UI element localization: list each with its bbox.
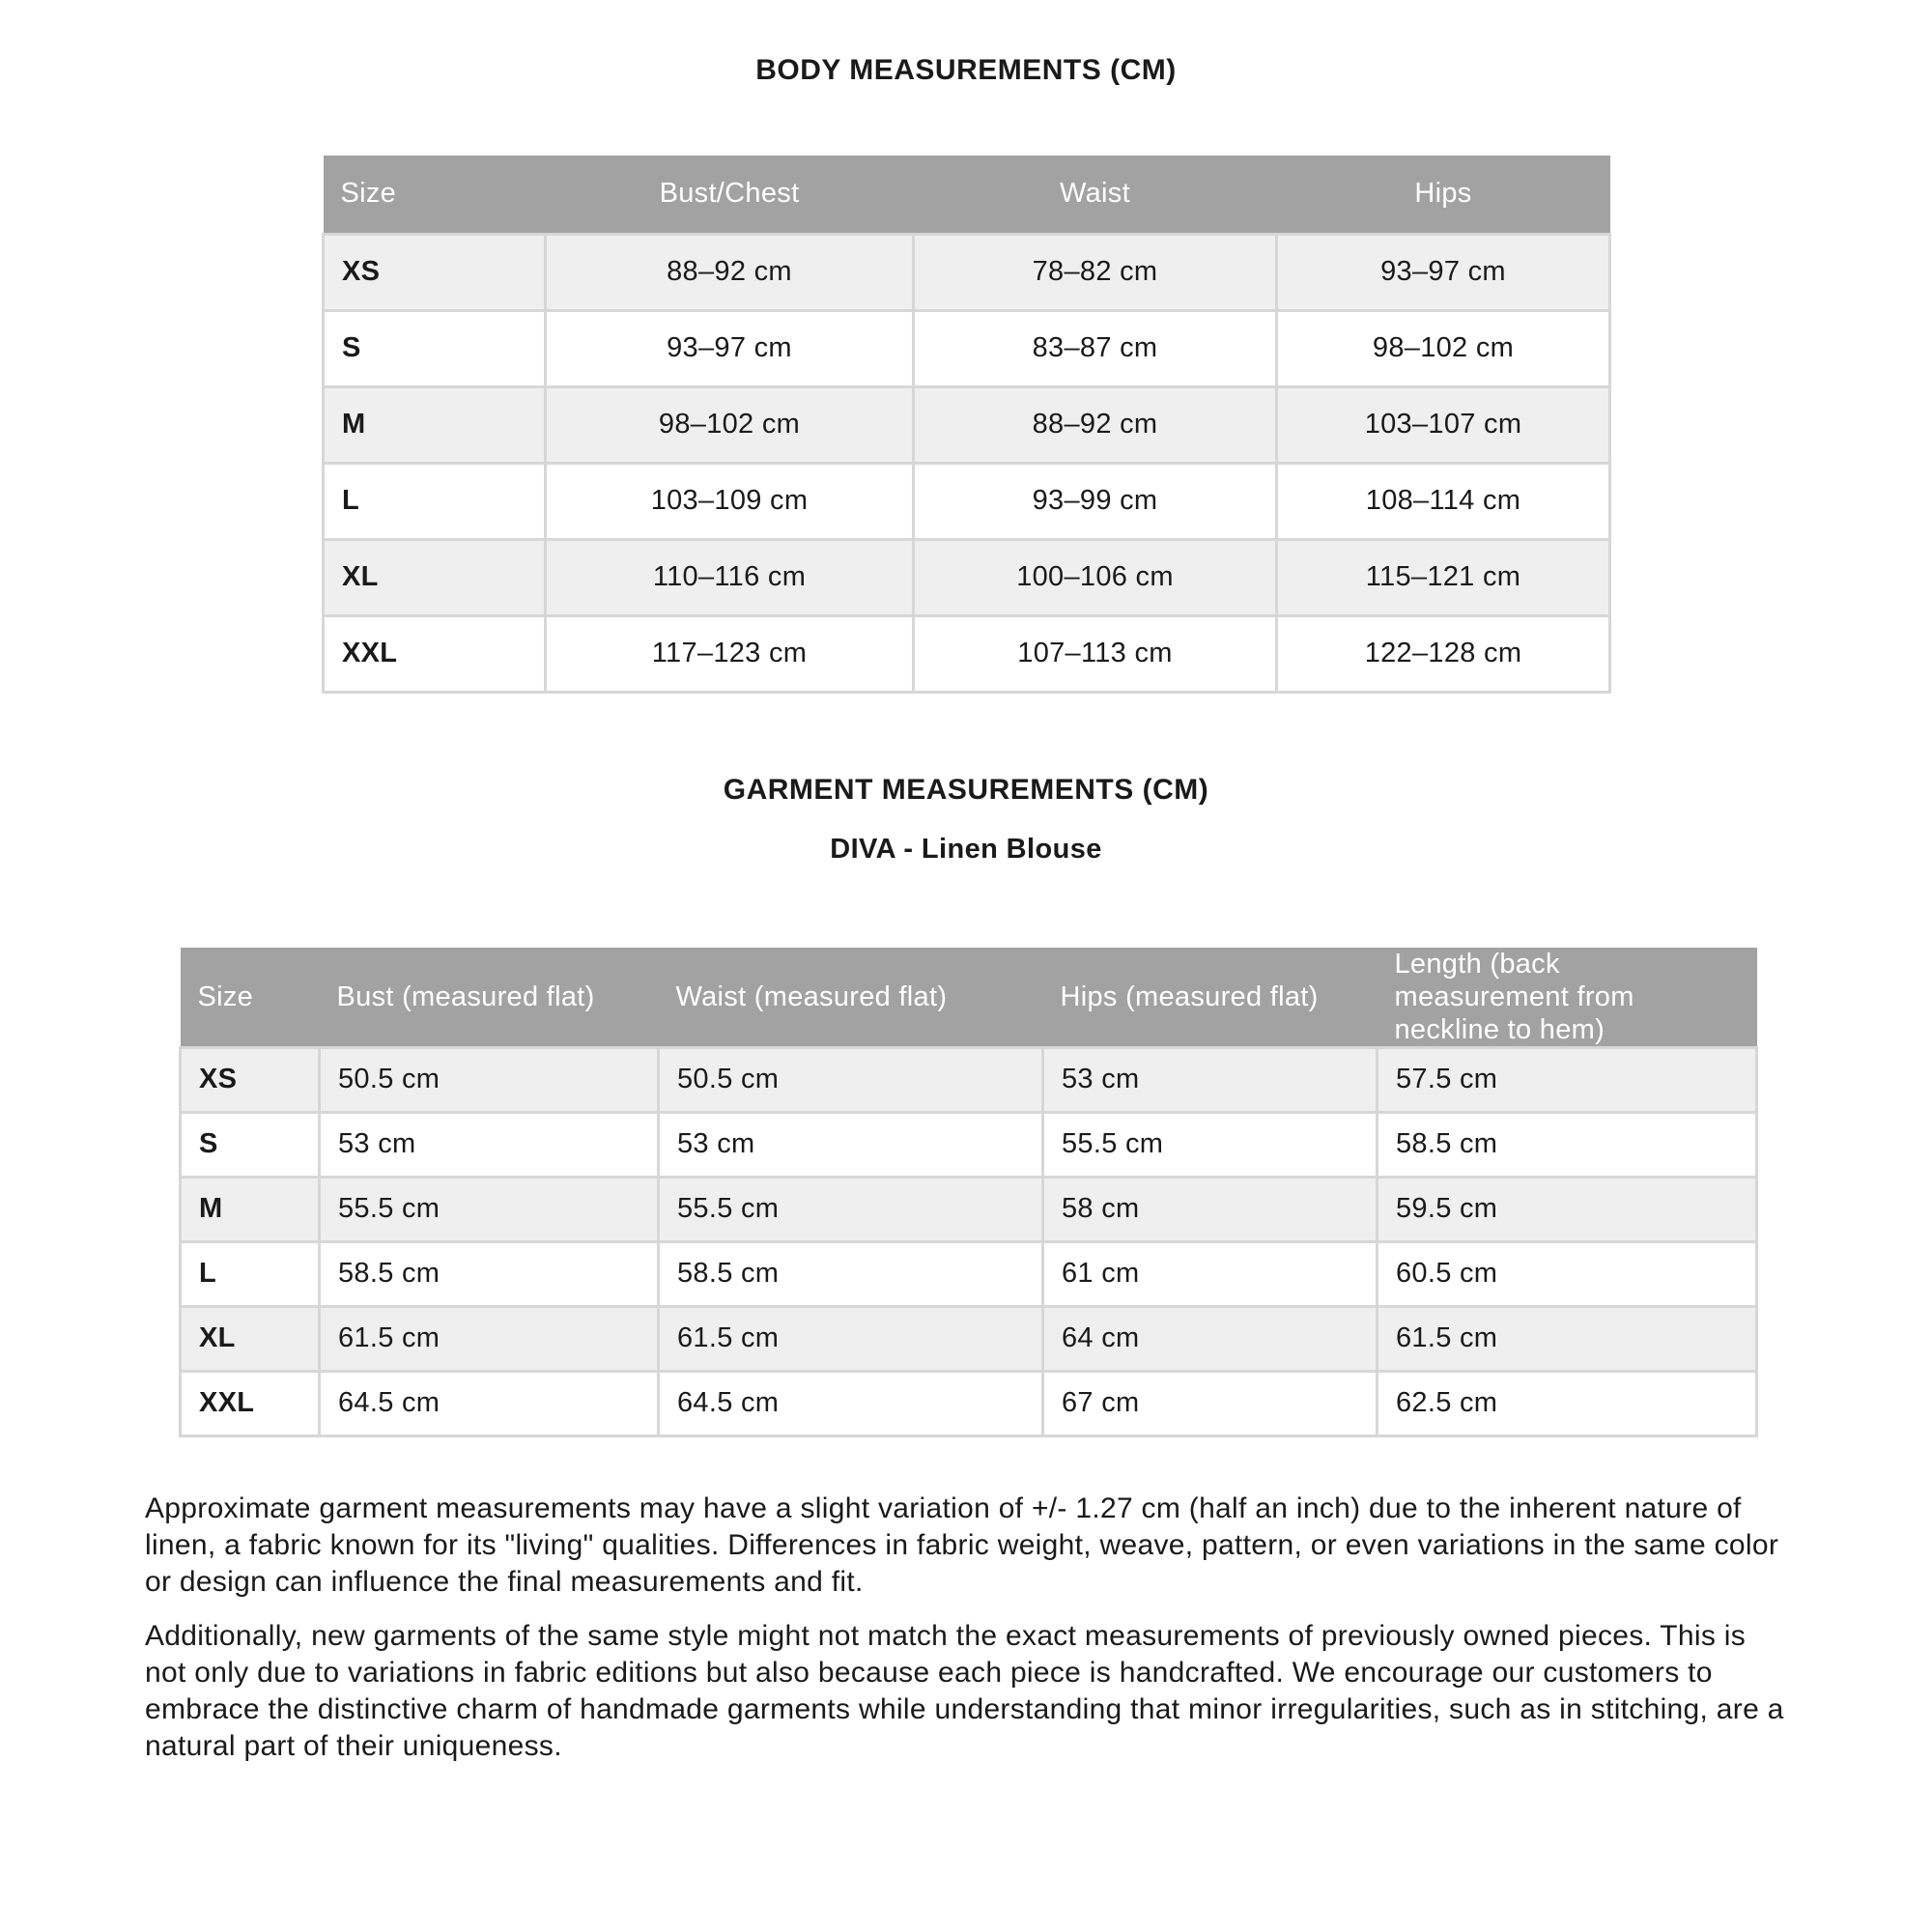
measurement-cell: 107–113 cm — [914, 615, 1277, 692]
size-cell: S — [181, 1112, 320, 1177]
measurement-cell: 100–106 cm — [914, 539, 1277, 615]
measurement-cell: 103–107 cm — [1277, 386, 1610, 463]
table-row — [181, 1177, 1757, 1241]
size-cell: M — [324, 386, 546, 463]
garment-measurements-table — [179, 948, 1758, 1437]
measurement-cell: 61.5 cm — [1378, 1306, 1757, 1371]
column-header: Hips — [1277, 156, 1610, 234]
measurement-cell: 98–102 cm — [546, 386, 914, 463]
measurement-cell: 59.5 cm — [1378, 1177, 1757, 1241]
measurement-cell: 64.5 cm — [320, 1371, 659, 1435]
measurement-cell: 93–97 cm — [546, 310, 914, 386]
note-paragraph-handcrafted: Additionally, new garments of the same style might not match the exact measurements of previously owned pieces. This is not only due to variations in fabric editions but also because each piece is handcrafted. We encourage our customers to embrace the distinctive charm of handmade garments while understanding that minor irregularities, such as in stitching, are a natural part of their uniqueness. — [145, 1619, 1784, 1762]
note-paragraph-variation: Approximate garment measurements may have a slight variation of +/- 1.27 cm (half an inch) due to the inherent nature of linen, a fabric known for its "living" qualities. Differences in fabric weight, weave, pattern, or even variations in the same color or design can influence the final measurements and fit. — [145, 1492, 1779, 1598]
measurement-cell: 110–116 cm — [546, 539, 914, 615]
size-cell: XXL — [181, 1371, 320, 1435]
table-row — [324, 615, 1610, 692]
body-measurements-table — [322, 156, 1611, 694]
size-cell: M — [181, 1177, 320, 1241]
measurement-cell: 64 cm — [1043, 1306, 1378, 1371]
size-cell: L — [181, 1241, 320, 1306]
measurement-cell: 58.5 cm — [659, 1241, 1043, 1306]
measurement-cell: 108–114 cm — [1277, 463, 1610, 539]
measurement-cell: 83–87 cm — [914, 310, 1277, 386]
column-header: Bust (measured flat) — [320, 948, 659, 1048]
table-row — [181, 1047, 1757, 1112]
disclaimer-notes — [145, 1491, 1787, 1765]
table-row — [324, 463, 1610, 539]
measurement-cell: 57.5 cm — [1378, 1047, 1757, 1112]
column-header: Waist (measured flat) — [659, 948, 1043, 1048]
measurement-cell: 61.5 cm — [659, 1306, 1043, 1371]
table-row — [324, 539, 1610, 615]
measurement-cell: 103–109 cm — [546, 463, 914, 539]
measurement-cell: 50.5 cm — [320, 1047, 659, 1112]
column-header: Waist — [914, 156, 1277, 234]
measurement-cell: 93–99 cm — [914, 463, 1277, 539]
measurement-cell: 88–92 cm — [546, 234, 914, 310]
measurement-cell: 98–102 cm — [1277, 310, 1610, 386]
column-header: Size — [324, 156, 546, 234]
measurement-cell: 122–128 cm — [1277, 615, 1610, 692]
table-row — [324, 310, 1610, 386]
size-cell: L — [324, 463, 546, 539]
measurement-cell: 117–123 cm — [546, 615, 914, 692]
measurement-cell: 58.5 cm — [1378, 1112, 1757, 1177]
measurement-cell: 55.5 cm — [1043, 1112, 1378, 1177]
measurement-cell: 93–97 cm — [1277, 234, 1610, 310]
measurement-cell: 62.5 cm — [1378, 1371, 1757, 1435]
header-row — [181, 948, 1757, 1048]
body-measurements-title: BODY MEASUREMENTS (CM) — [755, 54, 1177, 86]
table-row — [181, 1306, 1757, 1371]
measurement-cell: 50.5 cm — [659, 1047, 1043, 1112]
measurement-cell: 78–82 cm — [914, 234, 1277, 310]
measurement-cell: 55.5 cm — [659, 1177, 1043, 1241]
table-row — [181, 1371, 1757, 1435]
column-header: Bust/Chest — [546, 156, 914, 234]
garment-measurements-title: GARMENT MEASUREMENTS (CM) — [723, 773, 1209, 806]
column-header: Size — [181, 948, 320, 1048]
size-cell: XS — [181, 1047, 320, 1112]
measurement-cell: 60.5 cm — [1378, 1241, 1757, 1306]
measurement-cell: 53 cm — [659, 1112, 1043, 1177]
measurement-cell: 64.5 cm — [659, 1371, 1043, 1435]
measurement-cell: 115–121 cm — [1277, 539, 1610, 615]
column-header: Hips (measured flat) — [1043, 948, 1378, 1048]
table-row — [181, 1241, 1757, 1306]
measurement-cell: 67 cm — [1043, 1371, 1378, 1435]
size-cell: XL — [181, 1306, 320, 1371]
measurement-cell: 53 cm — [320, 1112, 659, 1177]
column-header: Length (back measurement from neckline to hem) — [1378, 948, 1757, 1048]
size-cell: XS — [324, 234, 546, 310]
size-cell: XL — [324, 539, 546, 615]
measurement-cell: 61 cm — [1043, 1241, 1378, 1306]
size-cell: XXL — [324, 615, 546, 692]
table-row — [181, 1112, 1757, 1177]
measurement-cell: 88–92 cm — [914, 386, 1277, 463]
table-row — [324, 386, 1610, 463]
measurement-cell: 55.5 cm — [320, 1177, 659, 1241]
header-row — [324, 156, 1610, 234]
size-cell: S — [324, 310, 546, 386]
table-row — [324, 234, 1610, 310]
measurement-cell: 58 cm — [1043, 1177, 1378, 1241]
garment-name-subtitle: DIVA - Linen Blouse — [830, 833, 1102, 865]
measurement-cell: 58.5 cm — [320, 1241, 659, 1306]
measurement-cell: 53 cm — [1043, 1047, 1378, 1112]
measurement-cell: 61.5 cm — [320, 1306, 659, 1371]
